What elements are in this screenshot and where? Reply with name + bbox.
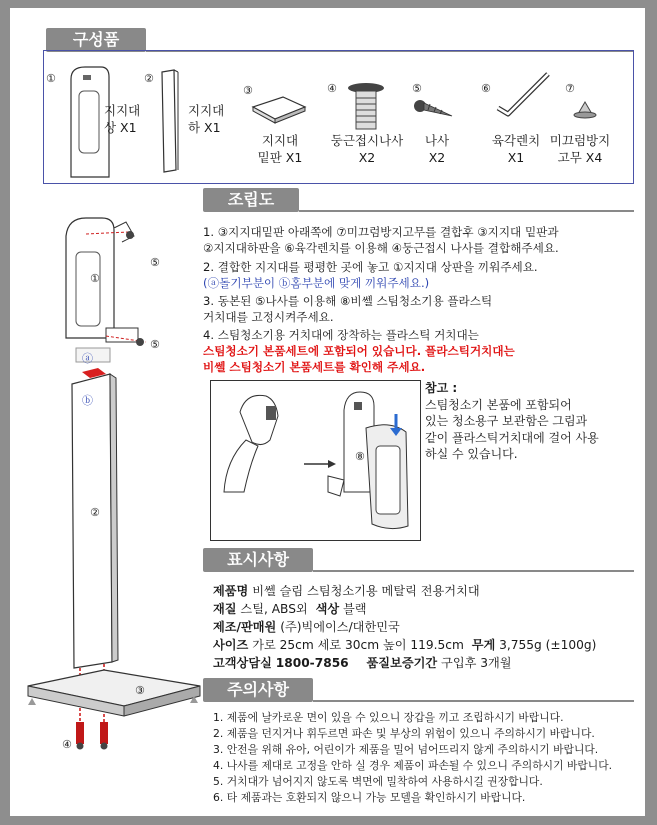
spec-size — [213, 636, 596, 653]
caution-3: 3. 안전을 위해 유아, 어린이가 제품을 밀어 넘어뜨리지 않게 주의하시기 바랍니다. — [213, 743, 599, 756]
step-3-line-2: 거치대를 고정시켜주세요. — [203, 310, 334, 324]
assembly-header: 조립도 — [203, 188, 299, 212]
spec-maker — [213, 618, 400, 635]
item-label-4: 둥근접시나사 X2 — [330, 133, 404, 165]
screw-image — [412, 94, 454, 124]
item-label-5: 나사 X2 — [424, 133, 450, 165]
caution-6: 6. 타 제품과는 호환되지 않으니 가능 모델을 확인하시기 바랍니다. — [213, 791, 526, 804]
manual-sheet — [10, 8, 645, 816]
item-number-1: ① — [46, 72, 56, 85]
labeling-header-rule — [313, 548, 634, 572]
assembly-label-1: ① — [90, 272, 100, 285]
caution-4: 4. 나사를 제대로 고정을 안하 실 경우 제품이 파손될 수 있으니 주의하시기 바랍니다. — [213, 759, 613, 772]
spec-warranty-label: 품질보증기간 — [366, 656, 438, 670]
spec-contact — [213, 654, 512, 671]
reference-diagram-art — [210, 380, 421, 541]
item-number-7: ⑦ — [565, 82, 575, 95]
note-line-3: 같이 플라스틱거치대에 걸어 사용 — [425, 430, 599, 445]
caution-2: 2. 제품을 던지거나 휘두르면 파손 및 부상의 위험이 있으니 주의하시기 바랍니다. — [213, 727, 595, 740]
spec-contact-value: 1800-7856 — [275, 656, 349, 670]
note-line-2: 있는 청소용구 보관함은 그림과 — [425, 414, 588, 428]
components-header: 구성품 — [46, 28, 146, 52]
spec-product-name — [213, 582, 480, 599]
spec-weight-value: 3,755g (±100g) — [499, 638, 597, 652]
assembly-label-b: ⓑ — [82, 394, 93, 407]
caution-header-rule — [313, 678, 634, 702]
item-number-4: ④ — [327, 82, 337, 95]
assembly-label-2: ② — [90, 506, 100, 519]
note-line-1: 스팀청소기 본품에 포함되어 — [425, 397, 572, 412]
spec-contact-label: 고객상담실 — [213, 656, 272, 670]
spec-size-label: 사이즈 — [213, 638, 249, 652]
lower-support-image — [160, 70, 180, 174]
assembly-label-4: ④ — [62, 738, 72, 751]
assembly-label-5a: ⑤ — [150, 256, 160, 269]
step-4-line-1: 4. 스팀청소기용 거치대에 장착하는 플라스틱 거치대는 — [203, 328, 479, 342]
reference-note — [425, 380, 599, 463]
hex-wrench-image — [492, 70, 552, 128]
caution-header: 주의사항 — [203, 678, 313, 702]
spec-weight-label: 무게 — [471, 638, 496, 652]
spec-material — [213, 600, 367, 617]
components-header-rule — [146, 28, 634, 52]
item-label-2: 지지대 하 X1 — [188, 103, 225, 135]
step-4-line-3: 비쎌 스팀청소기 본품세트를 확인해 주세요. — [203, 360, 426, 374]
step-2-line-1: 2. 결합한 지지대를 평평한 곳에 놓고 ①지지대 상판을 끼워주세요. — [203, 260, 538, 274]
caution-1: 1. 제품에 날카로운 면이 있을 수 있으니 장갑을 끼고 조립하시기 바랍니다. — [213, 711, 564, 724]
assembly-label-5b: ⑤ — [150, 338, 160, 351]
step-1-line-1: 1. ③지지대밑판 아래쪽에 ⑦미끄럼방지고무를 결합후 ③지지대 밑판과 — [203, 225, 559, 239]
item-number-2: ② — [144, 72, 154, 85]
item-number-5: ⑤ — [412, 82, 422, 95]
spec-material-value: 스틸, ABS외 — [240, 602, 308, 616]
spec-warranty-value: 구입후 3개월 — [441, 656, 512, 670]
note-line-4: 하실 수 있습니다. — [425, 447, 518, 461]
spec-color-label: 색상 — [315, 602, 340, 616]
spec-maker-label: 제조/판매원 — [213, 620, 277, 634]
step-1-line-2: ②지지대하판을 ⑥육각렌치를 이용해 ④둥근접시 나사를 결합해주세요. — [203, 241, 559, 255]
item-label-7: 미끄럼방지 고무 X4 — [549, 133, 611, 165]
item-number-6: ⑥ — [481, 82, 491, 95]
spec-color-value: 블랙 — [343, 602, 367, 616]
spec-product-name-value: 비쎌 슬림 스팀청소기용 메탈릭 전용거치대 — [252, 584, 480, 598]
rubber-foot-image — [572, 100, 598, 120]
spec-material-label: 재질 — [213, 602, 237, 616]
assembly-illustration — [10, 208, 210, 768]
assembly-label-a: ⓐ — [82, 352, 93, 365]
item-label-1: 지지대 상 X1 — [104, 103, 141, 135]
item-number-3: ③ — [243, 84, 253, 97]
base-plate-image — [251, 95, 307, 127]
item-label-6: 육각렌치 X1 — [491, 133, 541, 165]
step-3-line-1: 3. 동본된 ⑤나사를 이용해 ⑧비쎌 스팀청소기용 플라스틱 — [203, 294, 493, 308]
spec-maker-value: (주)빅에이스/대한민국 — [280, 620, 400, 634]
step-2-line-2: (ⓐ돌기부분이 ⓑ홈부분에 맞게 끼워주세요.) — [203, 276, 430, 290]
item-label-3: 지지대 밑판 X1 — [257, 133, 303, 165]
note-title: 참고 : — [425, 381, 458, 395]
assembly-label-3: ③ — [135, 684, 145, 697]
spec-size-value: 가로 25cm 세로 30cm 높이 119.5cm — [252, 638, 464, 652]
assembly-header-rule — [299, 188, 634, 212]
cap-screw-image — [346, 81, 386, 131]
step-4-line-2: 스팀청소기 본품세트에 포함되어 있습니다. 플라스틱거치대는 — [203, 344, 515, 358]
reference-label-8: ⑧ — [355, 450, 365, 463]
caution-5: 5. 거치대가 넘어지지 않도록 벽면에 밀착하여 사용하시길 권장합니다. — [213, 775, 543, 788]
labeling-header: 표시사항 — [203, 548, 313, 572]
spec-product-name-label: 제품명 — [213, 584, 249, 598]
